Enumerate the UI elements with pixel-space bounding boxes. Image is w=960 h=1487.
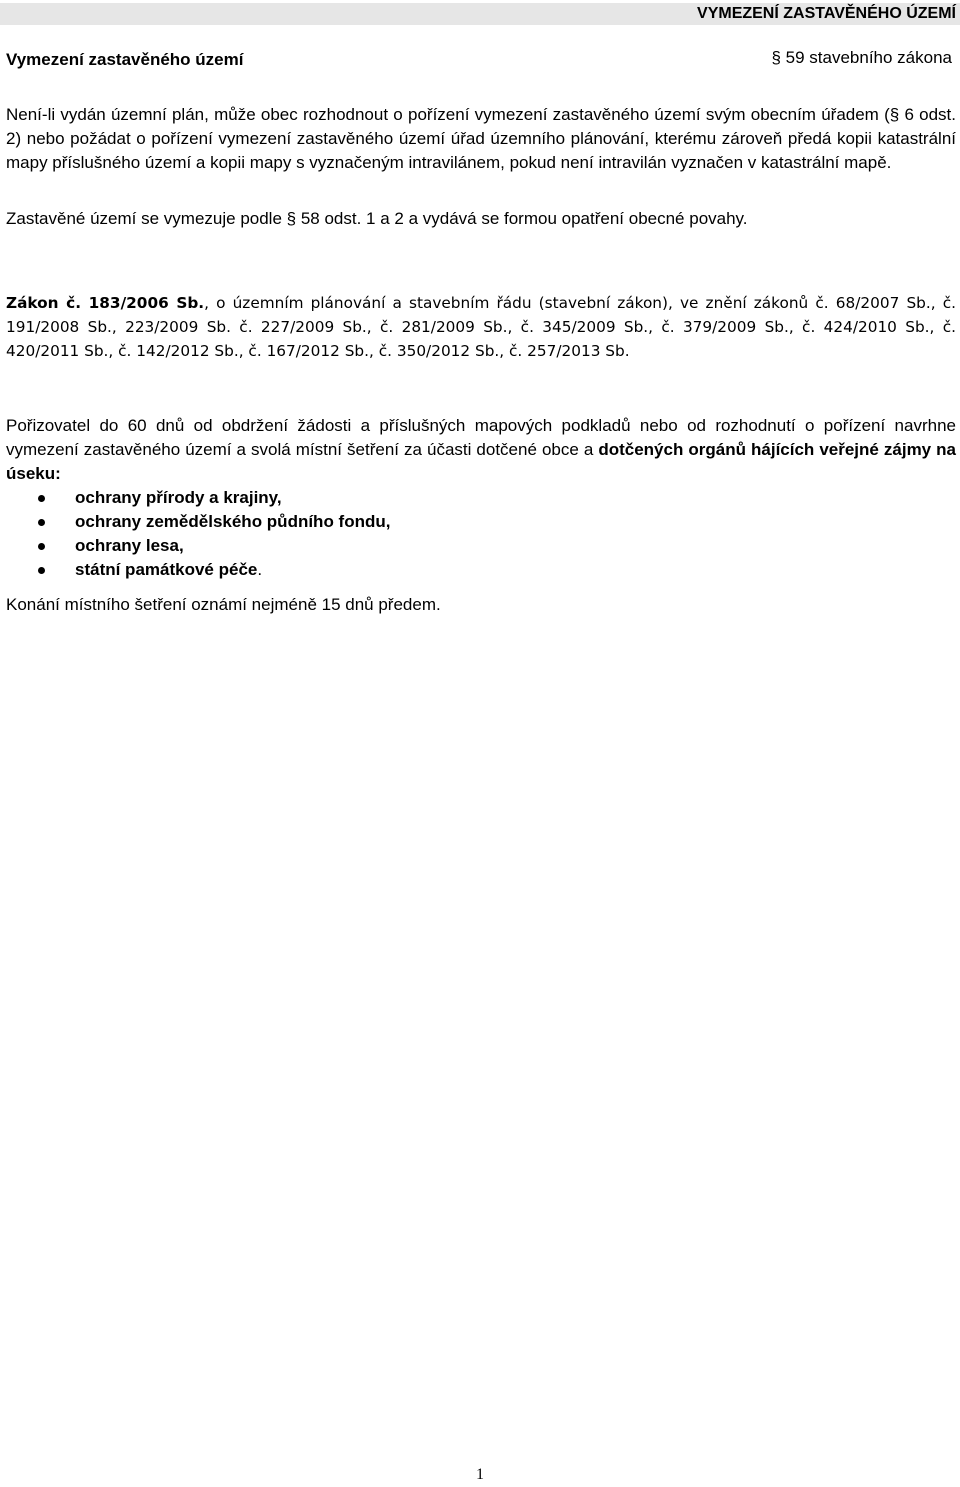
- law-citation: [6, 291, 956, 363]
- section-reference: § 59 stavebního zákona: [771, 48, 952, 67]
- paragraph-intro: Není-li vydán územní plán, může obec rozhodnout o pořízení vymezení zastavěného území svým obecním úřadem (§ 6 odst. 2) nebo požádat o pořízení vymezení zastavěného území úřad územního plánování, kterému zároveň předá kopii katastrální mapy příslušného území a kopii mapy s vyznačeným intravilánem, pokud není intravilán vyznačen v katastrální mapě.: [6, 105, 956, 172]
- law-citation-title: Zákon č. 183/2006 Sb.: [6, 294, 205, 312]
- list-item-suffix: .: [257, 560, 263, 579]
- section-title: Vymezení zastavěného území: [6, 50, 244, 69]
- bullet-icon: [38, 495, 45, 502]
- list-item: [0, 534, 960, 558]
- list-item: [0, 510, 960, 534]
- paragraph-procedure-text: Pořizovatel do 60 dnů od obdržení žádosti a příslušných mapových podkladů nebo od rozhodnutí o pořízení navrhne vymezení zastavěného území a svolá místní šetření za účasti dotčené obce a: [6, 416, 956, 459]
- bullet-icon: [38, 519, 45, 526]
- bullet-icon: [38, 567, 45, 574]
- paragraph-notice: Konání místního šetření oznámí nejméně 15 dnů předem.: [6, 595, 441, 614]
- paragraph-procedure-bold: dotčených orgánů hájících veřejné zájmy na úseku:: [6, 440, 957, 483]
- bullet-icon: [38, 543, 45, 550]
- paragraph-procedure: [6, 414, 956, 486]
- list-item-text: ochrany přírody a krajiny,: [75, 488, 282, 507]
- paragraph-scope: Zastavěné území se vymezuje podle § 58 odst. 1 a 2 a vydává se formou opatření obecné povahy.: [6, 209, 748, 228]
- list-item-text: ochrany lesa,: [75, 536, 184, 555]
- list-item-text: ochrany zemědělského půdního fondu,: [75, 512, 391, 531]
- list-item: [0, 558, 960, 582]
- page-header-title: VYMEZENÍ ZASTAVĚNÉHO ÚZEMÍ: [697, 5, 956, 22]
- list-item: [0, 486, 960, 510]
- law-citation-amendments: , o územním plánování a stavebním řádu (stavební zákon), ve znění zákonů č. 68/2007 Sb., č. 191/2008 Sb., 223/2009 Sb. č. 227/2009 Sb., č. 281/2009 Sb., č. 345/2009 Sb., č. 379/2009 Sb., č. 424/2010 Sb., č. 420/2011 Sb., č. 142/2012 Sb., č. 167/2012 Sb., č. 350/2012 Sb., č. 257/2013 Sb.: [6, 294, 956, 360]
- list-item-text: [75, 558, 262, 582]
- page-number: 1: [476, 1466, 484, 1483]
- authorities-list: [0, 486, 960, 582]
- list-item-text-bold: státní památkové péče: [75, 560, 258, 579]
